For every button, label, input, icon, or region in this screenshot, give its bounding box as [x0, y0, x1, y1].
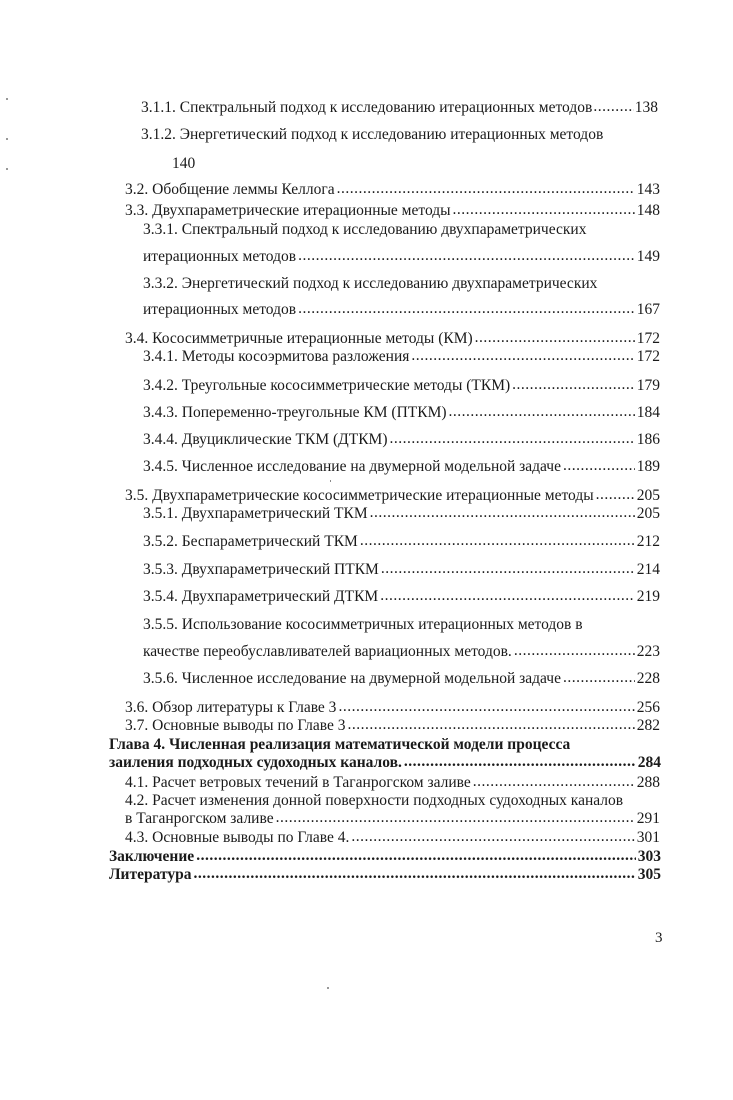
toc-page: 205 — [636, 505, 660, 522]
leader-dots — [563, 457, 635, 475]
toc-entry-3-3-2-line2[interactable] — [143, 301, 660, 319]
toc-page: 186 — [636, 431, 660, 448]
toc-entry-3-5-5-line2[interactable] — [143, 643, 660, 661]
toc-title: Литература — [109, 866, 192, 883]
toc-entry-3-4-5[interactable] — [143, 458, 660, 476]
page-number: 3 — [655, 930, 663, 946]
leader-dots — [196, 847, 636, 865]
toc-entry-3-4-2[interactable] — [143, 377, 660, 395]
toc-page: 149 — [636, 248, 660, 265]
leader-dots — [512, 376, 635, 394]
leader-dots — [514, 642, 635, 660]
toc-page: 282 — [636, 717, 660, 734]
toc-entry-4-3[interactable] — [125, 829, 660, 847]
toc-title: 3.4.2. Треугольные кососимметрические методы (ТКМ) — [143, 377, 511, 394]
toc-title: 3.4. Кососимметричные итерационные методы (КМ) — [125, 330, 473, 347]
toc-entry-3-3[interactable] — [125, 202, 660, 220]
toc-page: 172 — [636, 330, 660, 347]
toc-page: 305 — [637, 866, 661, 883]
toc-page: 143 — [636, 181, 660, 198]
leader-dots — [389, 430, 634, 448]
leader-dots — [298, 247, 635, 265]
toc-title: 3.4.3. Попеременно-треугольные КМ (ПТКМ) — [143, 404, 447, 421]
scan-speck — [6, 98, 8, 100]
leader-dots — [411, 347, 634, 365]
toc-page: 138 — [634, 99, 658, 116]
toc-entry-3-3-1-line2[interactable] — [143, 248, 660, 266]
leader-dots — [193, 865, 635, 883]
toc-page: 219 — [636, 588, 660, 605]
toc-entry-3-6[interactable] — [125, 699, 660, 717]
toc-entry-4-1[interactable] — [125, 774, 660, 792]
scan-speck — [6, 138, 8, 140]
toc-page: 256 — [636, 699, 660, 716]
toc-entry-literature[interactable] — [109, 866, 661, 884]
leader-dots — [276, 809, 635, 827]
toc-title: заиления подходных судоходных каналов. — [109, 754, 402, 771]
toc-entry-3-4-3[interactable] — [143, 404, 660, 422]
toc-title: 3.4.4. Двуциклические ТКМ (ДТКМ) — [143, 431, 388, 448]
toc-entry-3-5[interactable] — [125, 487, 660, 505]
toc-entry-3-4-1[interactable] — [143, 348, 660, 366]
toc-page: 179 — [636, 377, 660, 394]
toc-title: 3.3. Двухпараметрические итерационные методы — [125, 202, 451, 219]
toc-entry-3-4-4[interactable] — [143, 431, 660, 449]
leader-dots — [449, 403, 635, 421]
toc-entry-3-5-6[interactable] — [143, 670, 660, 688]
leader-dots — [593, 98, 633, 116]
toc-title: 3.5.1. Двухпараметрический ТКМ — [143, 505, 368, 522]
toc-page: 301 — [636, 829, 660, 846]
toc-title: в Таганрогском заливе — [125, 810, 274, 827]
toc-page: 288 — [636, 774, 660, 791]
toc-entry-3-7[interactable] — [125, 717, 660, 735]
toc-entry-3-3-2-line1[interactable]: 3.3.2. Энергетический подход к исследованию двухпараметрических — [143, 275, 598, 292]
toc-entry-chapter-4-line2[interactable] — [109, 754, 661, 772]
toc-entry-3-5-4[interactable] — [143, 588, 660, 606]
toc-entry-4-2-line2[interactable] — [125, 810, 660, 828]
toc-title: качестве переобуславливателей вариационных методов. — [143, 643, 512, 660]
toc-page: 214 — [636, 561, 660, 578]
toc-page: 205 — [636, 487, 660, 504]
toc-page: 212 — [636, 533, 660, 550]
toc-entry-chapter-4-line1[interactable]: Глава 4. Численная реализация математической модели процесса — [109, 736, 571, 753]
toc-page: 303 — [637, 848, 661, 865]
toc-title: 3.4.1. Методы косоэрмитова разложения — [143, 348, 410, 365]
toc-entry-3-4[interactable] — [125, 330, 660, 348]
toc-page: 167 — [636, 301, 660, 318]
toc-entry-conclusion[interactable] — [109, 848, 661, 866]
leader-dots — [351, 828, 634, 846]
toc-page: 223 — [636, 643, 660, 660]
toc-page: 172 — [636, 348, 660, 365]
toc-title: 3.5.4. Двухпараметрический ДТКМ — [143, 588, 379, 605]
toc-entry-3-1-2-page: 140 — [172, 155, 196, 172]
toc-page: 284 — [637, 754, 661, 771]
leader-dots — [475, 329, 635, 347]
toc-entry-3-1-2-title[interactable]: 3.1.2. Энергетический подход к исследованию итерационных методов — [141, 126, 604, 143]
leader-dots — [473, 773, 635, 791]
scan-speck — [330, 480, 331, 482]
toc-page: 189 — [636, 458, 660, 475]
leader-dots — [348, 716, 635, 734]
toc-entry-3-5-3[interactable] — [143, 561, 660, 579]
toc-entry-3-2[interactable] — [125, 181, 660, 199]
toc-entry-3-5-5-line1[interactable]: 3.5.5. Использование кососимметричных итерационных методов в — [143, 616, 583, 633]
toc-page: 291 — [636, 810, 660, 827]
leader-dots — [381, 560, 635, 578]
toc-entry-3-3-1-line1[interactable]: 3.3.1. Спектральный подход к исследованию двухпараметрических — [143, 221, 587, 238]
leader-dots — [360, 532, 635, 550]
toc-title: 4.1. Расчет ветровых течений в Таганрогском заливе — [125, 774, 471, 791]
leader-dots — [338, 698, 634, 716]
toc-title: 3.6. Обзор литературы к Главе 3 — [125, 699, 337, 716]
scan-speck — [327, 987, 329, 989]
leader-dots — [596, 486, 635, 504]
leader-dots — [298, 300, 635, 318]
toc-title: 3.1.1. Спектральный подход к исследованию итерационных методов — [141, 99, 593, 116]
scan-speck — [6, 168, 8, 170]
leader-dots — [453, 201, 635, 219]
toc-entry-3-1-1[interactable] — [141, 99, 658, 117]
toc-title: 3.5.2. Беспараметрический ТКМ — [143, 533, 358, 550]
toc-title: 4.3. Основные выводы по Главе 4. — [125, 829, 350, 846]
toc-title: итерационных методов — [143, 301, 297, 318]
toc-page: 148 — [636, 202, 660, 219]
toc-entry-3-5-2[interactable] — [143, 533, 660, 551]
toc-entry-3-5-1[interactable] — [143, 505, 660, 523]
toc-title: 3.5.3. Двухпараметрический ПТКМ — [143, 561, 379, 578]
toc-title: 3.7. Основные выводы по Главе 3 — [125, 717, 346, 734]
toc-page: 184 — [636, 404, 660, 421]
toc-entry-4-2-line1[interactable]: 4.2. Расчет изменения донной поверхности подходных судоходных каналов — [125, 792, 624, 809]
toc-page: 228 — [636, 670, 660, 687]
toc-title: 3.5.6. Численное исследование на двумерной модельной задаче — [143, 670, 561, 687]
toc-title: 3.5. Двухпараметрические кососимметрические итерационные методы — [125, 487, 594, 504]
toc-title: итерационных методов — [143, 248, 297, 265]
leader-dots — [380, 587, 635, 605]
toc-title: 3.4.5. Численное исследование на двумерной модельной задаче — [143, 458, 561, 475]
leader-dots — [337, 180, 635, 198]
leader-dots — [563, 669, 635, 687]
toc-title: 3.2. Обобщение леммы Келлога — [125, 181, 335, 198]
toc-title: Заключение — [109, 848, 195, 865]
leader-dots — [370, 504, 635, 522]
leader-dots — [404, 753, 636, 771]
